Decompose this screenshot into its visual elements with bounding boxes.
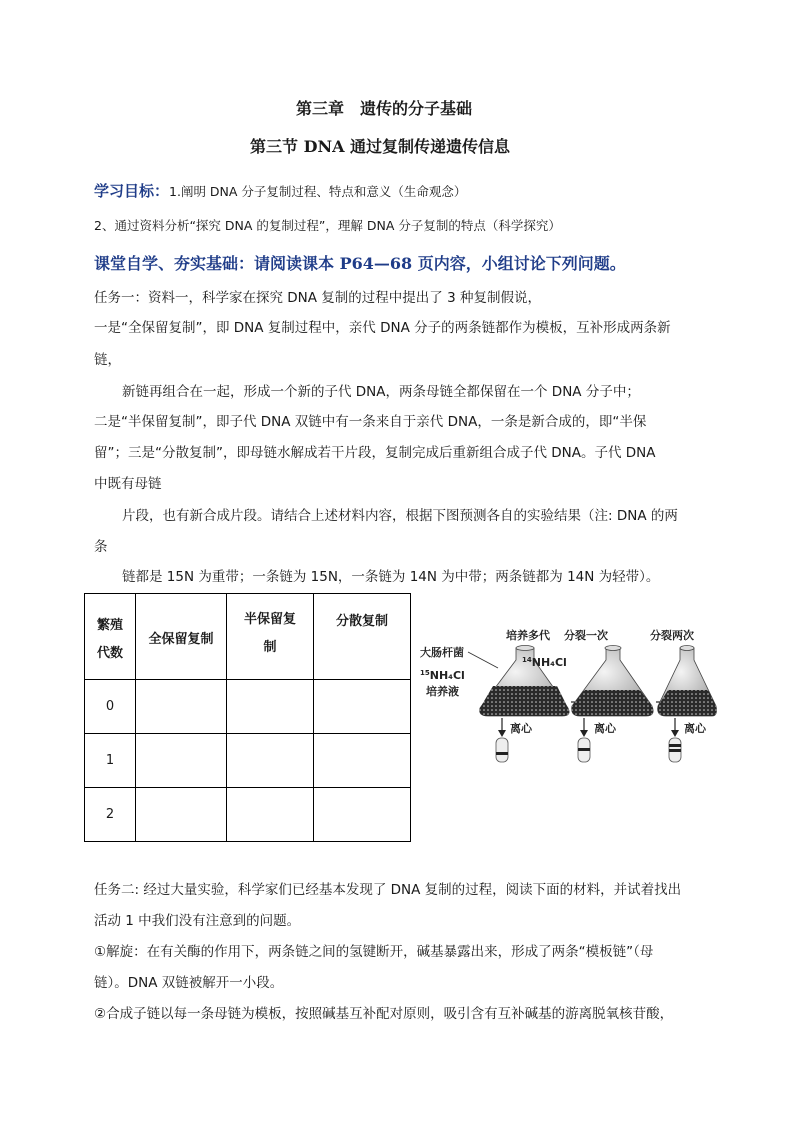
generation-cell: 0 [85,680,136,734]
stage-label: 培养多代 [506,629,550,642]
answer-cell[interactable] [136,788,227,842]
answer-cell[interactable] [227,680,314,734]
task1-line: 留”；三是“分散复制”，即母链水解成若干片段，复制完成后重新组合成子代 DNA。子代 DNA [94,445,656,461]
task2-line: 链）。DNA 双链被解开一小段。 [94,975,284,991]
table-row [85,788,411,842]
header-cell: 繁殖代数 [85,594,136,680]
task1-line: 二是“半保留复制”，即子代 DNA 双链中有一条来自于亲代 DNA，一条是新合成的，即“半保 [94,414,647,430]
experiment-figure [418,624,718,764]
table-header-row [85,594,411,680]
generation-cell: 1 [85,734,136,788]
header-cell: 全保留复制 [136,594,227,680]
answer-cell[interactable] [136,734,227,788]
goal-item-2: 2、通过资料分析“探究 DNA 的复制过程”，理解 DNA 分子复制的特点（科学探究） [94,218,561,233]
task1-line: 中既有母链 [94,476,162,492]
answer-cell[interactable] [227,734,314,788]
generation-cell: 2 [85,788,136,842]
task1-line: 条 [94,539,108,555]
answer-cell[interactable] [227,788,314,842]
centrifuge-2 [578,718,617,762]
section-title: 第三节 DNA 通过复制传递遗传信息 [250,137,511,156]
flask-2 [572,646,653,717]
task1-line: 链， [94,352,121,368]
task1-line: 新链再组合在一起，形成一个新的子代 DNA，两条母链全都保留在一个 DNA 分子中； [122,384,640,400]
svg-text:离心: 离心 [684,722,706,735]
answer-cell[interactable] [314,734,411,788]
prediction-table [84,593,411,842]
answer-cell[interactable] [314,788,411,842]
task2-line: 活动 1 中我们没有注意到的问题。 [94,913,301,929]
header-cell: 分散复制 [314,594,411,680]
medium2-label: $^{14}$NH₄Cl [522,656,567,669]
learning-goals [94,180,466,201]
bacteria-label: 大肠杆菌 [420,646,464,659]
task1-line: 任务一：资料一，科学家在探究 DNA 复制的过程中提出了 3 种复制假说， [94,290,541,306]
task1-line: 片段，也有新合成片段。请结合上述材料内容，根据下图预测各自的实验结果（注: DNA 的两 [122,508,678,524]
task1-line: 链都是 15N 为重带；一条链为 15N，一条链为 14N 为中带；两条链都为 14N 为轻带）。 [122,569,660,585]
header-cell: 半保留复制 [227,594,314,680]
self-study-heading: 课堂自学、夯实基础：请阅读课本 P64—68 页内容，小组讨论下列问题。 [94,254,626,273]
centrifuge-3 [669,718,707,762]
flask-3 [658,646,717,717]
task1-line: 一是“全保留复制”，即 DNA 复制过程中，亲代 DNA 分子的两条链都作为模板，互补形成两条新 [94,320,671,336]
answer-cell[interactable] [136,680,227,734]
stage-label: 分裂两次 [650,629,694,642]
chapter-title: 第三章 遗传的分子基础 [296,99,473,118]
svg-text:离心: 离心 [594,722,616,735]
task2-line: ②合成子链以每一条母链为模板，按照碱基互补配对原则，吸引含有互补碱基的游离脱氧核苷酸， [94,1006,674,1022]
table-row [85,734,411,788]
centrifuge-1 [496,718,533,762]
task2-line: 任务二: 经过大量实验，科学家们已经基本发现了 DNA 复制的过程，阅读下面的材料，并试着找出 [94,882,682,898]
medium1-label: $^{15}$NH₄Cl [420,669,465,682]
table-row [85,680,411,734]
goals-label: 学习目标： [94,182,170,200]
stage-label: 分裂一次 [564,629,608,642]
medium1-note: 培养液 [426,685,459,698]
goal-item-1: 1.阐明 DNA 分子复制过程、特点和意义（生命观念） [169,184,467,199]
answer-cell[interactable] [314,680,411,734]
task2-line: ①解旋：在有关酶的作用下，两条链之间的氢键断开，碱基暴露出来，形成了两条“模板链”（母 [94,944,654,960]
svg-text:离心: 离心 [510,722,532,735]
